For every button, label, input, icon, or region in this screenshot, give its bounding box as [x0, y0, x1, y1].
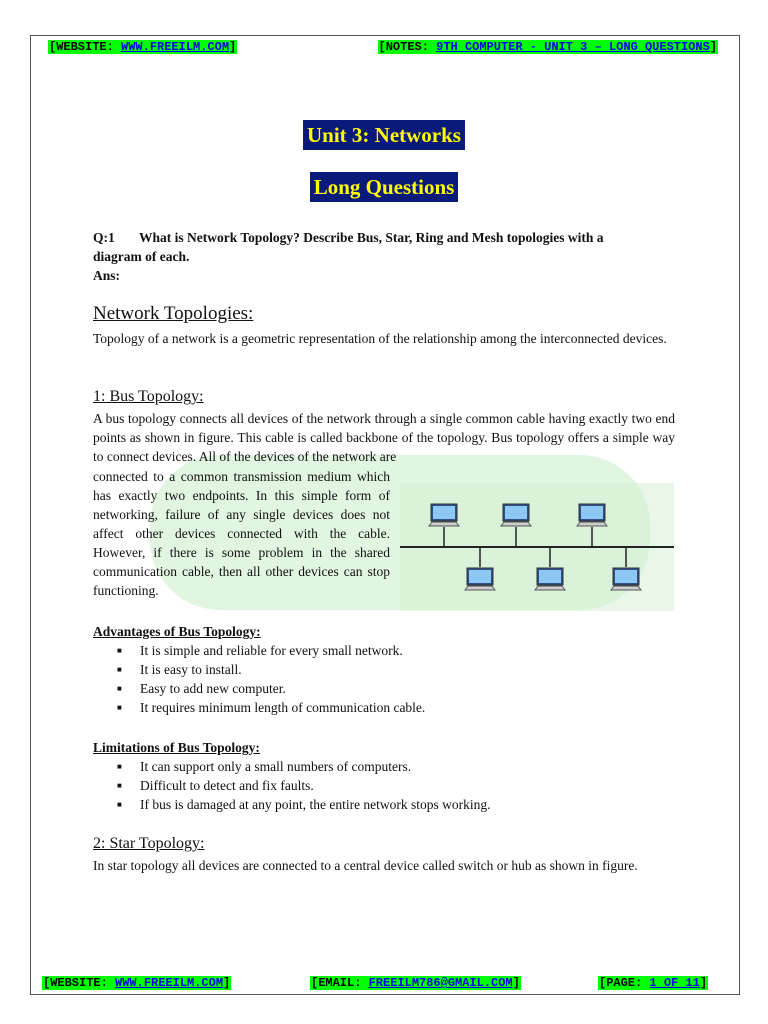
question-text-2: diagram of each.	[93, 249, 190, 264]
star-topology-heading: 2: Star Topology:	[93, 835, 205, 852]
footer-email: [EMAIL: FREEILM786@GMAIL.COM]	[311, 976, 520, 990]
bus-paragraph-full: A bus topology connects all devices of the network through a single common cable having exactly two end points as shown in figure. This cable is called backbone of the topology. Bus topology offers a simple way to connect devices. All of the devices of the network are	[93, 411, 675, 464]
list-item: ■ It requires minimum length of communication cable.	[93, 698, 675, 717]
limitations-list	[93, 757, 675, 814]
section-title: Long Questions	[0, 172, 768, 202]
computer-icon	[535, 568, 565, 590]
header-website-link[interactable]: WWW.FREEILM.COM	[121, 40, 230, 54]
list-item: ■ Difficult to detect and fix faults.	[93, 776, 675, 795]
computer-icon	[429, 504, 459, 526]
network-topologies-text: Topology of a network is a geometric representation of the relationship among the interconnected devices.	[93, 331, 667, 346]
question-block	[93, 228, 675, 285]
advantages-heading: Advantages of Bus Topology:	[93, 624, 261, 639]
header-website: [WEBSITE: WWW.FREEILM.COM]	[49, 40, 237, 54]
unit-title: Unit 3: Networks	[0, 120, 768, 150]
list-item: ■ If bus is damaged at any point, the entire network stops working.	[93, 795, 675, 814]
header-notes-value: 9TH COMPUTER - UNIT 3 – LONG QUESTIONS	[436, 40, 710, 54]
footer-email-link[interactable]: FREEILM786@GMAIL.COM	[368, 976, 513, 990]
advantages-list	[93, 641, 675, 717]
computer-icon	[501, 504, 531, 526]
list-item: ■ It can support only a small numbers of computers.	[93, 757, 675, 776]
question-number: Q:1	[93, 230, 115, 245]
footer-website: [WEBSITE: WWW.FREEILM.COM]	[43, 976, 231, 990]
computer-icon	[465, 568, 495, 590]
footer-page: [PAGE: 1 OF 11]	[599, 976, 708, 990]
star-topology-text: In star topology all devices are connected to a central device called switch or hub as shown in figure.	[93, 858, 638, 873]
computer-icon	[611, 568, 641, 590]
bus-topology-heading: 1: Bus Topology:	[93, 388, 204, 405]
answer-label: Ans:	[93, 268, 121, 283]
list-item: ■ It is easy to install.	[93, 660, 675, 679]
footer-page-number: 1 OF 11	[649, 976, 700, 990]
limitations-heading: Limitations of Bus Topology:	[93, 740, 260, 755]
bus-paragraph-narrow: connected to a common transmission medium which has exactly two endpoints. In this simple form of networking, failure of any single devices does not affect other devices connected with the cable. However, if there is some problem in the shared communication cable, then all other devices can stop functioning.	[93, 469, 390, 598]
computer-icon	[577, 504, 607, 526]
bus-topology-diagram	[400, 483, 674, 611]
list-item: ■ It is simple and reliable for every small network.	[93, 641, 675, 660]
list-item: ■ Easy to add new computer.	[93, 679, 675, 698]
footer-website-link[interactable]: WWW.FREEILM.COM	[115, 976, 224, 990]
question-text-1: What is Network Topology? Describe Bus, Star, Ring and Mesh topologies with a	[139, 230, 604, 245]
header-notes: [NOTES: 9TH COMPUTER - UNIT 3 – LONG QUESTIONS]	[378, 40, 717, 54]
network-topologies-heading: Network Topologies:	[93, 303, 254, 324]
